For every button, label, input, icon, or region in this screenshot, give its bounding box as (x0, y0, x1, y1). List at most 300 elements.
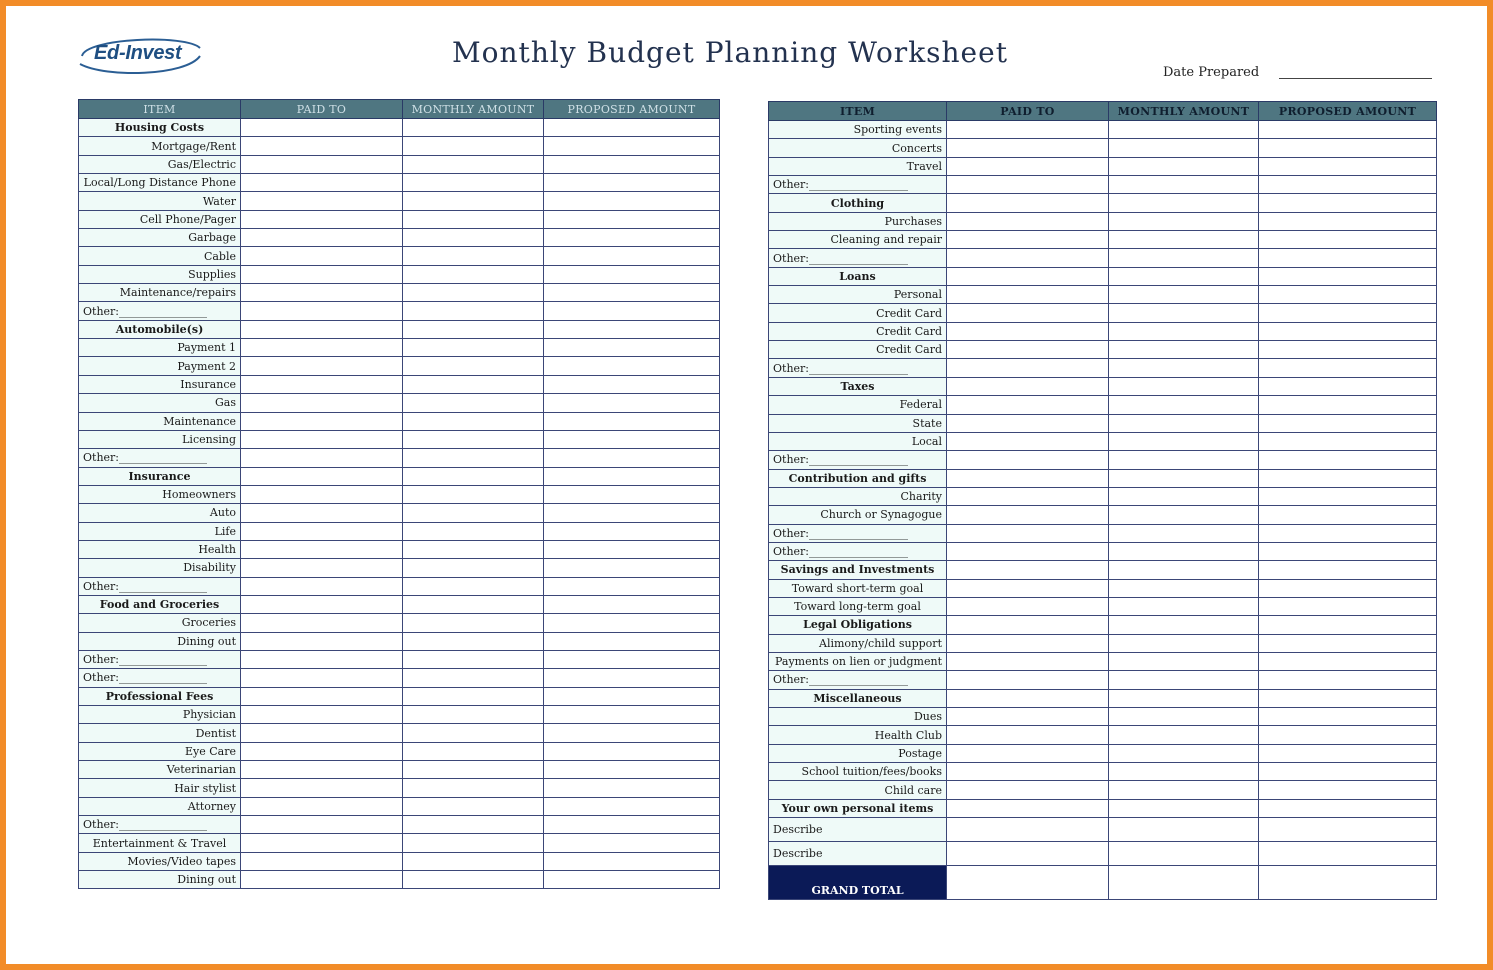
paid-to-cell[interactable] (947, 341, 1109, 359)
proposed-amount-cell[interactable] (544, 284, 720, 302)
monthly-amount-cell[interactable] (403, 375, 544, 393)
paid-to-cell[interactable] (241, 724, 403, 742)
proposed-amount-cell[interactable] (1259, 671, 1437, 689)
table-row (769, 689, 1437, 707)
paid-to-cell[interactable] (241, 430, 403, 448)
paid-to-cell[interactable] (947, 212, 1109, 230)
monthly-amount-cell[interactable] (403, 852, 544, 870)
paid-to-cell[interactable] (241, 852, 403, 870)
table-row (79, 504, 720, 522)
monthly-amount-cell[interactable] (1109, 561, 1259, 579)
paid-to-cell[interactable] (947, 524, 1109, 542)
proposed-amount-cell[interactable] (1259, 396, 1437, 414)
monthly-amount-cell[interactable] (403, 119, 544, 137)
proposed-amount-cell[interactable] (1259, 121, 1437, 139)
proposed-amount-cell[interactable] (544, 339, 720, 357)
proposed-amount-cell[interactable] (1259, 542, 1437, 560)
monthly-amount-cell[interactable] (403, 559, 544, 577)
paid-to-cell[interactable] (241, 669, 403, 687)
proposed-amount-cell[interactable] (1259, 726, 1437, 744)
paid-to-cell[interactable] (241, 320, 403, 338)
monthly-amount-cell[interactable] (1109, 231, 1259, 249)
paid-to-cell[interactable] (241, 816, 403, 834)
item-label: Other:________________ (79, 449, 241, 467)
proposed-amount-cell[interactable] (544, 540, 720, 558)
monthly-amount-cell[interactable] (403, 504, 544, 522)
proposed-amount-cell[interactable] (1259, 524, 1437, 542)
monthly-amount-cell[interactable] (1109, 286, 1259, 304)
proposed-amount-cell[interactable] (544, 394, 720, 412)
monthly-amount-cell[interactable] (403, 797, 544, 815)
proposed-amount-cell[interactable] (544, 467, 720, 485)
monthly-amount-cell[interactable] (403, 614, 544, 632)
paid-to-cell[interactable] (947, 469, 1109, 487)
proposed-amount-cell[interactable] (1259, 304, 1437, 322)
monthly-amount-cell[interactable] (1109, 249, 1259, 267)
monthly-amount-cell[interactable] (403, 320, 544, 338)
proposed-amount-cell[interactable] (1259, 487, 1437, 505)
paid-to-cell[interactable] (241, 504, 403, 522)
monthly-amount-cell[interactable] (1109, 359, 1259, 377)
proposed-amount-cell[interactable] (1259, 341, 1437, 359)
proposed-amount-cell[interactable] (1259, 616, 1437, 634)
proposed-amount-cell[interactable] (1259, 561, 1437, 579)
paid-to-cell[interactable] (241, 706, 403, 724)
proposed-amount-cell[interactable] (544, 485, 720, 503)
table-row (769, 818, 1437, 842)
paid-to-cell[interactable] (241, 394, 403, 412)
proposed-amount-cell[interactable] (544, 650, 720, 668)
paid-to-cell[interactable] (241, 339, 403, 357)
monthly-amount-cell[interactable] (403, 467, 544, 485)
monthly-amount-cell[interactable] (1109, 842, 1259, 866)
monthly-amount-cell[interactable] (403, 394, 544, 412)
proposed-amount-cell[interactable] (544, 357, 720, 375)
table-row (79, 724, 720, 742)
monthly-amount-cell[interactable] (403, 742, 544, 760)
item-label: Payment 2 (79, 357, 241, 375)
monthly-amount-cell[interactable] (1109, 414, 1259, 432)
proposed-amount-cell[interactable] (544, 797, 720, 815)
item-label: Federal (769, 396, 947, 414)
paid-to-cell[interactable] (947, 286, 1109, 304)
table-row (769, 842, 1437, 866)
monthly-amount-cell[interactable] (1109, 671, 1259, 689)
proposed-amount-cell[interactable] (544, 834, 720, 852)
paid-to-cell[interactable] (241, 192, 403, 210)
item-label: Local/Long Distance Phone (79, 174, 241, 192)
item-label: Health (79, 540, 241, 558)
paid-to-cell[interactable] (947, 157, 1109, 175)
item-label: Eye Care (79, 742, 241, 760)
proposed-amount-cell[interactable] (544, 412, 720, 430)
paid-to-cell[interactable] (241, 412, 403, 430)
paid-to-cell[interactable] (947, 139, 1109, 157)
section-label: Loans (769, 267, 947, 285)
table-row (769, 506, 1437, 524)
monthly-amount-cell[interactable] (1109, 799, 1259, 817)
item-label: Concerts (769, 139, 947, 157)
proposed-amount-cell[interactable] (544, 852, 720, 870)
paid-to-cell[interactable] (947, 176, 1109, 194)
paid-to-cell[interactable] (947, 432, 1109, 450)
proposed-amount-cell[interactable] (544, 192, 720, 210)
monthly-amount-cell[interactable] (1109, 579, 1259, 597)
monthly-amount-cell[interactable] (403, 357, 544, 375)
monthly-amount-cell[interactable] (1109, 194, 1259, 212)
monthly-amount-cell[interactable] (1109, 304, 1259, 322)
item-label: Payments on lien or judgment (769, 652, 947, 670)
table-row (769, 708, 1437, 726)
proposed-amount-cell[interactable] (1259, 506, 1437, 524)
paid-to-cell[interactable] (947, 451, 1109, 469)
proposed-amount-cell[interactable] (544, 137, 720, 155)
monthly-amount-cell[interactable] (403, 137, 544, 155)
proposed-amount-cell[interactable] (544, 229, 720, 247)
monthly-amount-cell[interactable] (1109, 451, 1259, 469)
section-label: Food and Groceries (79, 595, 241, 613)
paid-to-cell[interactable] (947, 561, 1109, 579)
proposed-amount-cell[interactable] (1259, 176, 1437, 194)
item-label: Other:________________ (79, 669, 241, 687)
section-label: Savings and Investments (769, 561, 947, 579)
monthly-amount-cell[interactable] (1109, 377, 1259, 395)
proposed-amount-cell[interactable] (544, 430, 720, 448)
proposed-amount-cell[interactable] (1259, 377, 1437, 395)
paid-to-cell[interactable] (241, 540, 403, 558)
paid-to-cell[interactable] (947, 616, 1109, 634)
proposed-amount-cell[interactable] (1259, 451, 1437, 469)
proposed-amount-cell[interactable] (1259, 781, 1437, 799)
proposed-amount-cell[interactable] (1259, 866, 1437, 900)
monthly-amount-cell[interactable] (403, 265, 544, 283)
item-label: Dues (769, 708, 947, 726)
monthly-amount-cell[interactable] (403, 210, 544, 228)
proposed-amount-cell[interactable] (544, 761, 720, 779)
paid-to-cell[interactable] (947, 579, 1109, 597)
monthly-amount-cell[interactable] (403, 632, 544, 650)
monthly-amount-cell[interactable] (403, 540, 544, 558)
proposed-amount-cell[interactable] (1259, 322, 1437, 340)
proposed-amount-cell[interactable] (544, 210, 720, 228)
paid-to-cell[interactable] (241, 357, 403, 375)
item-label: Supplies (79, 265, 241, 283)
monthly-amount-cell[interactable] (403, 449, 544, 467)
paid-to-cell[interactable] (241, 871, 403, 889)
proposed-amount-cell[interactable] (544, 779, 720, 797)
monthly-amount-cell[interactable] (1109, 396, 1259, 414)
paid-to-cell[interactable] (241, 687, 403, 705)
proposed-amount-cell[interactable] (544, 375, 720, 393)
proposed-amount-cell[interactable] (544, 614, 720, 632)
section-label: Miscellaneous (769, 689, 947, 707)
proposed-amount-cell[interactable] (1259, 432, 1437, 450)
column-header-paid-to: PAID TO (947, 102, 1109, 121)
paid-to-cell[interactable] (241, 632, 403, 650)
table-row (769, 597, 1437, 615)
item-label: Postage (769, 744, 947, 762)
table-row (769, 341, 1437, 359)
proposed-amount-cell[interactable] (1259, 842, 1437, 866)
paid-to-cell[interactable] (947, 194, 1109, 212)
proposed-amount-cell[interactable] (544, 155, 720, 173)
monthly-amount-cell[interactable] (403, 284, 544, 302)
monthly-amount-cell[interactable] (1109, 121, 1259, 139)
item-label: Other:__________________ (769, 671, 947, 689)
table-row (769, 377, 1437, 395)
paid-to-cell[interactable] (241, 559, 403, 577)
paid-to-cell[interactable] (241, 284, 403, 302)
paid-to-cell[interactable] (241, 761, 403, 779)
proposed-amount-cell[interactable] (544, 302, 720, 320)
proposed-amount-cell[interactable] (544, 265, 720, 283)
monthly-amount-cell[interactable] (1109, 542, 1259, 560)
paid-to-cell[interactable] (947, 726, 1109, 744)
monthly-amount-cell[interactable] (403, 871, 544, 889)
paid-to-cell[interactable] (947, 671, 1109, 689)
paid-to-cell[interactable] (947, 652, 1109, 670)
paid-to-cell[interactable] (241, 302, 403, 320)
paid-to-cell[interactable] (241, 834, 403, 852)
monthly-amount-cell[interactable] (1109, 267, 1259, 285)
proposed-amount-cell[interactable] (1259, 212, 1437, 230)
paid-to-cell[interactable] (241, 742, 403, 760)
paid-to-cell[interactable] (241, 577, 403, 595)
paid-to-cell[interactable] (241, 375, 403, 393)
paid-to-cell[interactable] (947, 487, 1109, 505)
proposed-amount-cell[interactable] (544, 871, 720, 889)
proposed-amount-cell[interactable] (1259, 194, 1437, 212)
proposed-amount-cell[interactable] (1259, 139, 1437, 157)
proposed-amount-cell[interactable] (544, 320, 720, 338)
monthly-amount-cell[interactable] (403, 779, 544, 797)
monthly-amount-cell[interactable] (403, 687, 544, 705)
table-row (769, 744, 1437, 762)
proposed-amount-cell[interactable] (544, 595, 720, 613)
proposed-amount-cell[interactable] (1259, 414, 1437, 432)
monthly-amount-cell[interactable] (1109, 818, 1259, 842)
proposed-amount-cell[interactable] (544, 669, 720, 687)
proposed-amount-cell[interactable] (544, 724, 720, 742)
proposed-amount-cell[interactable] (1259, 231, 1437, 249)
proposed-amount-cell[interactable] (544, 577, 720, 595)
item-label: Licensing (79, 430, 241, 448)
paid-to-cell[interactable] (947, 597, 1109, 615)
section-label: Insurance (79, 467, 241, 485)
item-label: Describe (769, 842, 947, 866)
paid-to-cell[interactable] (947, 842, 1109, 866)
proposed-amount-cell[interactable] (544, 559, 720, 577)
proposed-amount-cell[interactable] (1259, 359, 1437, 377)
table-row (79, 834, 720, 852)
monthly-amount-cell[interactable] (403, 229, 544, 247)
paid-to-cell[interactable] (241, 522, 403, 540)
item-label: Other:________________ (79, 302, 241, 320)
monthly-amount-cell[interactable] (403, 669, 544, 687)
paid-to-cell[interactable] (947, 763, 1109, 781)
table-row (769, 524, 1437, 542)
proposed-amount-cell[interactable] (544, 687, 720, 705)
proposed-amount-cell[interactable] (1259, 267, 1437, 285)
paid-to-cell[interactable] (947, 304, 1109, 322)
header-row (79, 100, 720, 119)
proposed-amount-cell[interactable] (1259, 652, 1437, 670)
right-budget-table (768, 101, 1437, 900)
paid-to-cell[interactable] (241, 614, 403, 632)
proposed-amount-cell[interactable] (544, 742, 720, 760)
proposed-amount-cell[interactable] (1259, 249, 1437, 267)
monthly-amount-cell[interactable] (1109, 744, 1259, 762)
item-label: Travel (769, 157, 947, 175)
proposed-amount-cell[interactable] (1259, 763, 1437, 781)
table-row (769, 487, 1437, 505)
paid-to-cell[interactable] (241, 650, 403, 668)
monthly-amount-cell[interactable] (403, 485, 544, 503)
paid-to-cell[interactable] (947, 267, 1109, 285)
paid-to-cell[interactable] (947, 249, 1109, 267)
paid-to-cell[interactable] (241, 467, 403, 485)
monthly-amount-cell[interactable] (403, 816, 544, 834)
monthly-amount-cell[interactable] (1109, 506, 1259, 524)
monthly-amount-cell[interactable] (403, 247, 544, 265)
table-row (769, 121, 1437, 139)
paid-to-cell[interactable] (947, 414, 1109, 432)
paid-to-cell[interactable] (947, 359, 1109, 377)
paid-to-cell[interactable] (241, 137, 403, 155)
proposed-amount-cell[interactable] (544, 522, 720, 540)
monthly-amount-cell[interactable] (1109, 524, 1259, 542)
paid-to-cell[interactable] (241, 229, 403, 247)
monthly-amount-cell[interactable] (1109, 139, 1259, 157)
proposed-amount-cell[interactable] (544, 706, 720, 724)
item-label: Other:__________________ (769, 524, 947, 542)
paid-to-cell[interactable] (241, 485, 403, 503)
table-row (769, 414, 1437, 432)
monthly-amount-cell[interactable] (403, 412, 544, 430)
monthly-amount-cell[interactable] (1109, 689, 1259, 707)
paid-to-cell[interactable] (947, 396, 1109, 414)
monthly-amount-cell[interactable] (403, 834, 544, 852)
date-prepared-field[interactable] (1279, 78, 1432, 79)
paid-to-cell[interactable] (241, 174, 403, 192)
proposed-amount-cell[interactable] (1259, 634, 1437, 652)
paid-to-cell[interactable] (947, 799, 1109, 817)
monthly-amount-cell[interactable] (1109, 866, 1259, 900)
paid-to-cell[interactable] (241, 155, 403, 173)
paid-to-cell[interactable] (947, 689, 1109, 707)
table-row (769, 763, 1437, 781)
proposed-amount-cell[interactable] (1259, 579, 1437, 597)
proposed-amount-cell[interactable] (544, 174, 720, 192)
paid-to-cell[interactable] (947, 506, 1109, 524)
paid-to-cell[interactable] (947, 542, 1109, 560)
proposed-amount-cell[interactable] (544, 632, 720, 650)
paid-to-cell[interactable] (947, 818, 1109, 842)
proposed-amount-cell[interactable] (544, 504, 720, 522)
proposed-amount-cell[interactable] (1259, 818, 1437, 842)
paid-to-cell[interactable] (241, 247, 403, 265)
paid-to-cell[interactable] (947, 708, 1109, 726)
monthly-amount-cell[interactable] (1109, 176, 1259, 194)
monthly-amount-cell[interactable] (1109, 634, 1259, 652)
paid-to-cell[interactable] (241, 265, 403, 283)
item-label: Payment 1 (79, 339, 241, 357)
monthly-amount-cell[interactable] (1109, 708, 1259, 726)
table-row (79, 119, 720, 137)
monthly-amount-cell[interactable] (403, 724, 544, 742)
proposed-amount-cell[interactable] (1259, 708, 1437, 726)
paid-to-cell[interactable] (947, 781, 1109, 799)
paid-to-cell[interactable] (947, 377, 1109, 395)
table-row (79, 357, 720, 375)
monthly-amount-cell[interactable] (403, 339, 544, 357)
item-label: Entertainment & Travel (79, 834, 241, 852)
paid-to-cell[interactable] (947, 866, 1109, 900)
monthly-amount-cell[interactable] (1109, 726, 1259, 744)
proposed-amount-cell[interactable] (544, 816, 720, 834)
monthly-amount-cell[interactable] (1109, 616, 1259, 634)
monthly-amount-cell[interactable] (403, 155, 544, 173)
monthly-amount-cell[interactable] (1109, 652, 1259, 670)
proposed-amount-cell[interactable] (544, 247, 720, 265)
monthly-amount-cell[interactable] (403, 174, 544, 192)
paid-to-cell[interactable] (947, 744, 1109, 762)
paid-to-cell[interactable] (947, 634, 1109, 652)
monthly-amount-cell[interactable] (403, 761, 544, 779)
monthly-amount-cell[interactable] (403, 302, 544, 320)
monthly-amount-cell[interactable] (1109, 469, 1259, 487)
monthly-amount-cell[interactable] (403, 192, 544, 210)
monthly-amount-cell[interactable] (403, 595, 544, 613)
table-row (79, 559, 720, 577)
monthly-amount-cell[interactable] (1109, 212, 1259, 230)
paid-to-cell[interactable] (241, 449, 403, 467)
paid-to-cell[interactable] (241, 119, 403, 137)
proposed-amount-cell[interactable] (1259, 469, 1437, 487)
proposed-amount-cell[interactable] (1259, 157, 1437, 175)
proposed-amount-cell[interactable] (1259, 799, 1437, 817)
monthly-amount-cell[interactable] (403, 650, 544, 668)
monthly-amount-cell[interactable] (1109, 322, 1259, 340)
monthly-amount-cell[interactable] (1109, 157, 1259, 175)
monthly-amount-cell[interactable] (403, 577, 544, 595)
proposed-amount-cell[interactable] (544, 119, 720, 137)
paid-to-cell[interactable] (947, 322, 1109, 340)
paid-to-cell[interactable] (241, 595, 403, 613)
monthly-amount-cell[interactable] (1109, 487, 1259, 505)
monthly-amount-cell[interactable] (403, 706, 544, 724)
monthly-amount-cell[interactable] (1109, 341, 1259, 359)
paid-to-cell[interactable] (947, 231, 1109, 249)
monthly-amount-cell[interactable] (1109, 432, 1259, 450)
paid-to-cell[interactable] (947, 121, 1109, 139)
monthly-amount-cell[interactable] (1109, 597, 1259, 615)
monthly-amount-cell[interactable] (1109, 781, 1259, 799)
monthly-amount-cell[interactable] (403, 522, 544, 540)
monthly-amount-cell[interactable] (403, 430, 544, 448)
proposed-amount-cell[interactable] (1259, 689, 1437, 707)
paid-to-cell[interactable] (241, 210, 403, 228)
table-row (79, 430, 720, 448)
proposed-amount-cell[interactable] (1259, 744, 1437, 762)
monthly-amount-cell[interactable] (1109, 763, 1259, 781)
proposed-amount-cell[interactable] (544, 449, 720, 467)
table-row (769, 322, 1437, 340)
proposed-amount-cell[interactable] (1259, 597, 1437, 615)
proposed-amount-cell[interactable] (1259, 286, 1437, 304)
paid-to-cell[interactable] (241, 779, 403, 797)
paid-to-cell[interactable] (241, 797, 403, 815)
